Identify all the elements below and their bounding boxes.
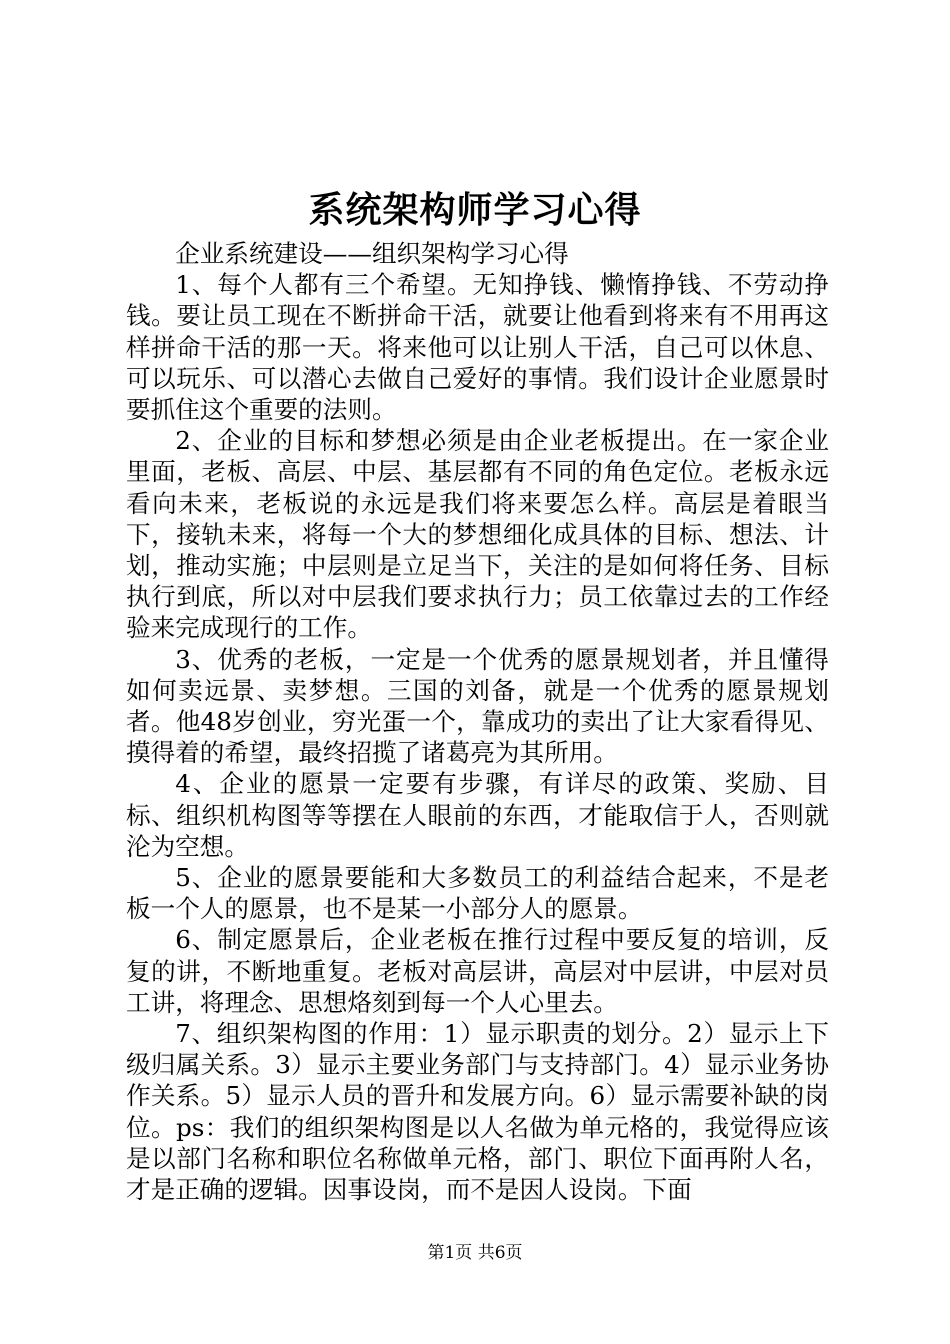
document-title: 系统架构师学习心得 <box>308 189 642 231</box>
paragraph-3: 3、优秀的老板，一定是一个优秀的愿景规划者，并且懂得如何卖远景、卖梦想。三国的刘备，就是一个优秀的愿景规划者。他48岁创业，穷光蛋一个，靠成功的卖出了让大家看得见、摸得着的希望，最终招揽了诸葛亮为其所用。 <box>126 644 829 768</box>
paragraph-4: 4、企业的愿景一定要有步骤，有详尽的政策、奖励、目标、组织机构图等等摆在人眼前的东西，才能取信于人，否则就沦为空想。 <box>126 769 829 861</box>
document-body <box>126 238 829 1205</box>
subtitle-paragraph: 企业系统建设——组织架构学习心得 <box>175 239 569 268</box>
paragraph-1: 1、每个人都有三个希望。无知挣钱、懒惰挣钱、不劳动挣钱。要让员工现在不断拼命干活，就要让他看到将来有不用再这样拼命干活的那一天。将来他可以让别人干活，自己可以休息、可以玩乐、可以潜心去做自己爱好的事情。我们设计企业愿景时要抓住这个重要的法则。 <box>126 270 829 425</box>
paragraph-6: 6、制定愿景后，企业老板在推行过程中要反复的培训，反复的讲，不断地重复。老板对高层讲，高层对中层讲，中层对员工讲，将理念、思想烙刻到每一个人心里去。 <box>126 925 829 1017</box>
paragraph-7: 7、组织架构图的作用：1）显示职责的划分。2）显示上下级归属关系。3）显示主要业务部门与支持部门。4）显示业务协作关系。5）显示人员的晋升和发展方向。6）显示需要补缺的岗位。ps：我们的组织架构图是以人名做为单元格的，我觉得应该是以部门名称和职位名称做单元格，部门、职位下面再附人名，才是正确的逻辑。因事设岗，而不是因人设岗。下面 <box>126 1019 829 1205</box>
paragraph-2: 2、企业的目标和梦想必须是由企业老板提出。在一家企业里面，老板、高层、中层、基层都有不同的角色定位。老板永远看向未来，老板说的永远是我们将来要怎么样。高层是着眼当下，接轨未来，将每一个大的梦想细化成具体的目标、想法、计划，推动实施；中层则是立足当下，关注的是如何将任务、目标执行到底，所以对中层我们要求执行力；员工依靠过去的工作经验来完成现行的工作。 <box>126 426 829 643</box>
page-footer: 第1页 共6页 <box>427 1243 523 1263</box>
paragraph-5: 5、企业的愿景要能和大多数员工的利益结合起来，不是老板一个人的愿景，也不是某一小部分人的愿景。 <box>126 863 829 924</box>
